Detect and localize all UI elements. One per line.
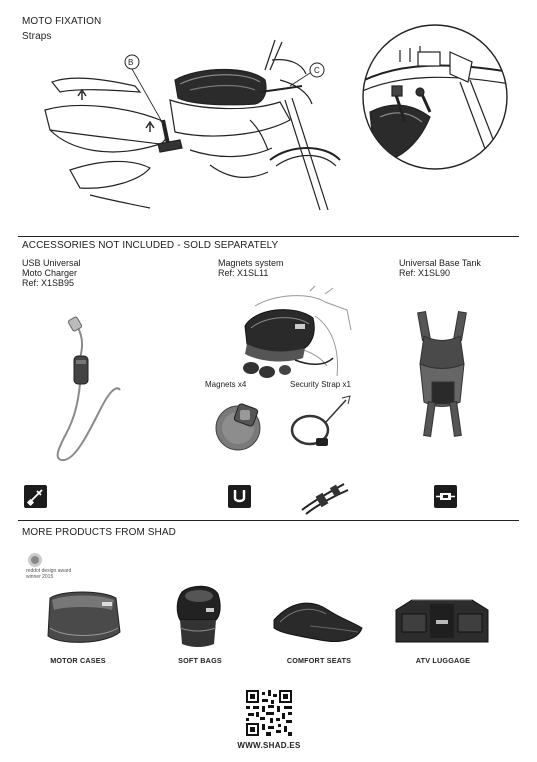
product-label-soft-bags: SOFT BAGS xyxy=(178,656,222,665)
accessory-base-tank-ref: Ref: X1SL90 xyxy=(399,268,451,278)
reddot-award-year: winner 2015 xyxy=(26,574,54,580)
reddot-award-text: reddot design award xyxy=(26,568,72,574)
magnet-icon xyxy=(228,485,251,508)
callout-c: C xyxy=(314,66,320,75)
universal-base-tank-image xyxy=(406,312,478,442)
handlebar-detail-illustration xyxy=(360,22,510,172)
reddot-award-logo xyxy=(27,552,43,568)
accessory-magnets-name: Magnets system xyxy=(218,258,284,268)
atv-luggage-image xyxy=(392,596,492,648)
magnet-disc-image xyxy=(212,398,268,454)
section-subtitle-straps: Straps xyxy=(22,31,52,42)
section-title-moto-fixation: MOTO FIXATION xyxy=(22,16,102,27)
comfort-seat-image xyxy=(270,592,366,648)
accessory-base-tank-name: Universal Base Tank xyxy=(399,258,481,268)
divider-2 xyxy=(18,520,519,521)
accessory-magnets-ref: Ref: X1SL11 xyxy=(218,268,269,278)
product-label-atv-luggage: ATV LUGGAGE xyxy=(415,656,471,665)
product-label-motor-cases: MOTOR CASES xyxy=(50,656,106,665)
usb-charger-image xyxy=(48,314,128,464)
magnets-count-label: Magnets x4 xyxy=(205,380,247,389)
motorcycle-strap-illustration xyxy=(40,40,340,220)
qr-code[interactable] xyxy=(246,690,292,736)
accessory-usb-ref: Ref: X1SB95 xyxy=(22,278,75,288)
strap-bundle-image xyxy=(300,480,350,516)
section-title-more-products: MORE PRODUCTS FROM SHAD xyxy=(22,527,176,538)
callout-b: B xyxy=(128,58,134,67)
divider-1 xyxy=(18,236,519,237)
website-link[interactable]: WWW.SHAD.ES xyxy=(237,741,301,750)
section-title-accessories: ACCESSORIES NOT INCLUDED - SOLD SEPARATELY xyxy=(22,240,279,251)
accessory-usb-name-1: USB Universal xyxy=(22,258,81,268)
product-label-comfort-seats: COMFORT SEATS xyxy=(286,656,352,665)
security-strap-label: Security Strap x1 xyxy=(290,380,351,389)
magnets-system-image xyxy=(215,286,355,386)
security-strap-image xyxy=(286,392,356,462)
base-tank-icon xyxy=(434,485,457,508)
usb-icon xyxy=(24,485,47,508)
motor-case-image xyxy=(42,588,122,646)
soft-bag-image xyxy=(168,586,228,648)
accessory-usb-name-2: Moto Charger xyxy=(22,268,78,278)
